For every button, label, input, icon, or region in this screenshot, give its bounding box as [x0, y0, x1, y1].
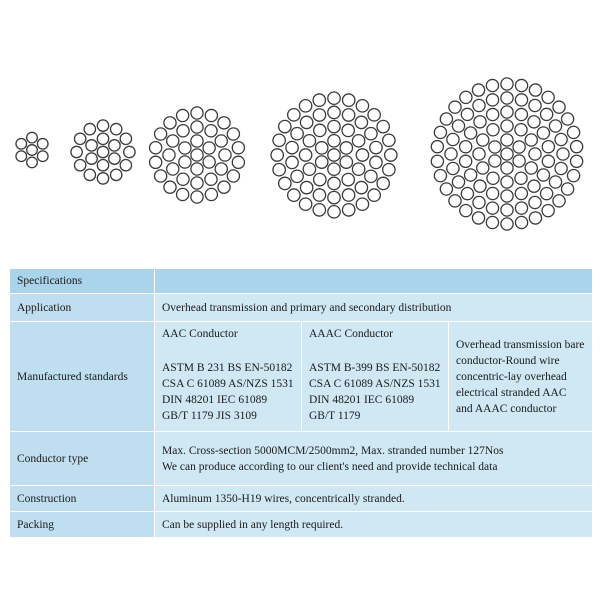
conductor-37-wire-icon — [150, 107, 245, 203]
strand-wire — [291, 128, 303, 140]
strand-wire — [434, 126, 446, 138]
strand-wire — [191, 135, 203, 147]
strand-wire — [529, 148, 541, 160]
conductor-91-wire-icon — [431, 78, 582, 230]
strand-wire — [537, 169, 549, 181]
strand-wire — [445, 148, 457, 160]
strand-wire — [529, 196, 541, 208]
strand-wire — [529, 84, 541, 96]
strand-wire — [328, 206, 340, 218]
strand-wire — [279, 120, 291, 132]
strand-wire — [487, 108, 499, 120]
aac-standard-line: CSA C 61089 AS/NZS 1531 — [162, 378, 294, 390]
strand-wire — [303, 163, 315, 175]
strand-wire — [86, 140, 97, 151]
strand-wire — [109, 153, 120, 164]
strand-wire — [232, 142, 244, 154]
strand-wire — [489, 141, 501, 153]
strand-wire — [74, 160, 85, 171]
strand-wire — [299, 198, 311, 210]
packing-label: Packing — [10, 512, 155, 538]
strand-wire — [273, 134, 285, 146]
strand-wire — [434, 170, 446, 182]
strand-wire — [356, 149, 368, 161]
strand-wire — [316, 156, 328, 168]
strand-wire — [501, 78, 513, 90]
strand-wire — [288, 109, 300, 121]
table-header-row — [10, 269, 593, 294]
specifications-header: Specifications — [10, 269, 155, 294]
strand-wire — [377, 120, 389, 132]
strand-wire — [449, 101, 461, 113]
strand-wire — [37, 151, 48, 162]
strand-wire — [84, 123, 95, 134]
strand-wire — [286, 141, 298, 153]
conductor-type-label: Conductor type — [10, 432, 155, 486]
strand-wire — [16, 139, 27, 150]
strand-wire — [452, 176, 464, 188]
standards-note-line: and AAAC conductor — [456, 402, 557, 415]
strand-wire — [571, 155, 583, 167]
strand-wire — [562, 183, 574, 195]
strand-wire — [541, 108, 553, 120]
strand-wire — [328, 135, 340, 147]
strand-wire — [313, 204, 325, 216]
strand-wire — [460, 141, 472, 153]
table-row-application — [10, 294, 593, 322]
strand-wire — [342, 189, 354, 201]
strand-wire — [486, 216, 498, 228]
strand-wire — [501, 120, 513, 132]
strand-wire — [501, 162, 513, 174]
strand-wire — [343, 94, 355, 106]
header-empty-cell — [155, 269, 593, 294]
strand-wire — [461, 108, 473, 120]
strand-wire — [472, 212, 484, 224]
strand-wire — [571, 141, 583, 153]
strand-wire — [342, 109, 354, 121]
strand-wire — [515, 124, 527, 136]
strand-wire — [501, 176, 513, 188]
strand-wire — [340, 156, 352, 168]
strand-wire — [529, 212, 541, 224]
strand-wire — [164, 181, 176, 193]
strand-wire — [486, 79, 498, 91]
strand-wire — [515, 202, 527, 214]
strand-wire — [120, 160, 131, 171]
strand-wire — [447, 162, 459, 174]
strand-wire — [352, 163, 364, 175]
strand-wire — [557, 148, 569, 160]
packing-value: Can be supplied in any length required. — [155, 512, 593, 538]
strand-wire — [179, 142, 191, 154]
strand-wire — [163, 149, 175, 161]
strand-wire — [177, 109, 189, 121]
standards-note-cell — [449, 322, 593, 432]
strand-wire — [205, 109, 217, 121]
strand-wire — [313, 189, 325, 201]
strand-wire — [477, 162, 489, 174]
strand-wire — [313, 94, 325, 106]
aac-standard-line: GB/T 1179 JIS 3109 — [162, 410, 257, 422]
strand-wire — [177, 125, 189, 137]
strand-wire — [74, 133, 85, 144]
strand-wire — [541, 188, 553, 200]
strand-wire — [27, 132, 38, 143]
strand-wire — [465, 127, 477, 139]
strand-wire — [219, 149, 231, 161]
conductor-61-wire-icon — [271, 92, 397, 218]
strand-wire — [555, 133, 567, 145]
application-label: Application — [10, 294, 155, 322]
strand-wire — [328, 191, 340, 203]
strand-wire — [37, 139, 48, 150]
strand-wire — [120, 133, 131, 144]
strand-wire — [474, 116, 486, 128]
strand-wire — [501, 106, 513, 118]
specifications-table — [9, 268, 593, 538]
strand-wire — [167, 163, 179, 175]
strand-wire — [232, 156, 244, 168]
strand-wire — [227, 128, 239, 140]
strand-wire — [529, 99, 541, 111]
table-row-packing — [10, 512, 593, 538]
strand-wire — [167, 135, 179, 147]
strand-wire — [537, 127, 549, 139]
table-row-standards — [10, 322, 593, 432]
strand-wire — [542, 91, 554, 103]
strand-wire — [215, 135, 227, 147]
strand-wire — [431, 141, 443, 153]
strand-wire — [27, 157, 38, 168]
strand-wire — [501, 190, 513, 202]
strand-wire — [365, 128, 377, 140]
strand-wire — [525, 162, 537, 174]
strand-wire — [515, 187, 527, 199]
strand-wire — [555, 162, 567, 174]
strand-wire — [487, 172, 499, 184]
conductor-cross-sections — [0, 60, 600, 250]
strand-wire — [328, 120, 340, 132]
strand-wire — [355, 181, 367, 193]
strand-wire — [460, 91, 472, 103]
strand-wire — [150, 142, 162, 154]
strand-wire — [460, 205, 472, 217]
strand-wire — [368, 189, 380, 201]
strand-wire — [205, 188, 217, 200]
strand-wire — [474, 180, 486, 192]
strand-wire — [288, 189, 300, 201]
standards-note-line: conductor-Round wire — [456, 354, 560, 367]
strand-wire — [191, 107, 203, 119]
strand-wire — [84, 169, 95, 180]
aac-standard-line: ASTM B 231 BS EN-50182 — [162, 362, 293, 374]
strand-wire — [383, 164, 395, 176]
strand-wire — [473, 99, 485, 111]
standards-note-line: electrical stranded AAC — [456, 386, 567, 399]
strand-wire — [291, 170, 303, 182]
strand-wire — [542, 141, 554, 153]
strand-wire — [218, 181, 230, 193]
strand-wire — [205, 173, 217, 185]
strand-wire — [460, 155, 472, 167]
strand-wire — [299, 149, 311, 161]
aac-standards-cell — [155, 322, 302, 432]
strand-wire — [461, 188, 473, 200]
strand-wire — [191, 177, 203, 189]
strand-wire — [377, 177, 389, 189]
aaac-standard-line: CSA C 61089 AS/NZS 1531 — [309, 378, 441, 390]
aaac-title: AAAC Conductor — [309, 328, 394, 340]
strand-wire — [191, 191, 203, 203]
strand-wire — [528, 116, 540, 128]
strand-wire — [150, 156, 162, 168]
strand-wire — [271, 149, 283, 161]
strand-wire — [215, 163, 227, 175]
strand-wire — [447, 133, 459, 145]
strand-wire — [177, 188, 189, 200]
conductor-type-value — [155, 432, 593, 486]
table-row-construction — [10, 486, 593, 512]
strand-wire — [97, 160, 108, 171]
conductor-type-line: Max. Cross-section 5000MCM/2500mm2, Max. stranded number 127Nos — [162, 444, 504, 457]
aaac-standard-line: GB/T 1179 — [309, 410, 361, 422]
strand-wire — [549, 176, 561, 188]
strand-wire — [177, 173, 189, 185]
strand-wire — [489, 155, 501, 167]
strand-wire — [16, 151, 27, 162]
strand-wire — [355, 116, 367, 128]
strand-wire — [314, 173, 326, 185]
construction-value: Aluminum 1350-H19 wires, concentrically stranded. — [155, 486, 593, 512]
strand-wire — [155, 128, 167, 140]
aaac-standards-cell — [302, 322, 449, 432]
conductor-19-wire-icon — [71, 120, 135, 184]
aac-standard-line: DIN 48201 IEC 61089 — [162, 394, 268, 406]
standards-note-line: concentric-lay overhead — [456, 370, 567, 383]
aac-title: AAC Conductor — [162, 328, 238, 340]
strand-wire — [328, 163, 340, 175]
strand-wire — [486, 94, 498, 106]
strand-wire — [279, 177, 291, 189]
strand-wire — [449, 195, 461, 207]
strand-wire — [300, 181, 312, 193]
strand-wire — [515, 216, 527, 228]
strand-wire — [299, 100, 311, 112]
strand-wire — [313, 109, 325, 121]
strand-wire — [562, 113, 574, 125]
strand-wire — [567, 126, 579, 138]
strand-wire — [227, 170, 239, 182]
strand-wire — [473, 196, 485, 208]
strand-wire — [155, 170, 167, 182]
strand-wire — [501, 204, 513, 216]
strand-wire — [487, 124, 499, 136]
strand-wire — [440, 183, 452, 195]
strand-wire — [97, 133, 108, 144]
strand-wire — [365, 170, 377, 182]
construction-label: Construction — [10, 486, 155, 512]
strand-wire — [205, 125, 217, 137]
strand-wire — [164, 117, 176, 129]
strand-wire — [71, 146, 82, 157]
strand-wire — [501, 92, 513, 104]
strand-wire — [352, 135, 364, 147]
strand-wire — [370, 141, 382, 153]
strand-wire — [191, 121, 203, 133]
strand-wire — [328, 177, 340, 189]
strand-wire — [179, 156, 191, 168]
strand-wire — [473, 148, 485, 160]
strand-wire — [286, 156, 298, 168]
strand-wire — [486, 202, 498, 214]
strand-wire — [515, 108, 527, 120]
strand-wire — [356, 198, 368, 210]
strand-wire — [370, 156, 382, 168]
strand-wire — [385, 149, 397, 161]
strand-wire — [303, 135, 315, 147]
strand-wire — [515, 172, 527, 184]
strand-wire — [472, 84, 484, 96]
strand-wire — [97, 120, 108, 131]
strand-wire — [553, 195, 565, 207]
strand-wire — [431, 155, 443, 167]
strand-wire — [525, 134, 537, 146]
aaac-standard-line: DIN 48201 IEC 61089 — [309, 394, 415, 406]
strand-wire — [515, 94, 527, 106]
strand-wire — [501, 218, 513, 230]
strand-wire — [501, 134, 513, 146]
strand-wire — [203, 142, 215, 154]
strand-wire — [328, 106, 340, 118]
strand-wire — [342, 124, 354, 136]
strand-wire — [218, 117, 230, 129]
strand-wire — [328, 149, 340, 161]
conductor-type-line: We can produce according to our client's need and provide technical data — [162, 460, 498, 473]
conductor-7-wire-icon — [16, 132, 48, 167]
strand-wire — [553, 101, 565, 113]
strand-wire — [328, 92, 340, 104]
strand-wire — [191, 163, 203, 175]
strand-wire — [300, 116, 312, 128]
strand-wire — [549, 120, 561, 132]
standards-note-line: Overhead transmission bare — [456, 338, 585, 351]
strand-wire — [515, 79, 527, 91]
strand-wire — [465, 169, 477, 181]
strand-wire — [501, 148, 513, 160]
table-row-conductor-type — [10, 432, 593, 486]
application-value: Overhead transmission and primary and secondary distribution — [155, 294, 593, 322]
strand-wire — [513, 141, 525, 153]
strand-wire — [111, 123, 122, 134]
strand-wire — [487, 187, 499, 199]
strand-wire — [191, 149, 203, 161]
strand-wire — [440, 113, 452, 125]
strand-wire — [343, 204, 355, 216]
strand-wire — [97, 146, 108, 157]
strand-wire — [124, 146, 135, 157]
strand-wire — [203, 156, 215, 168]
strand-wire — [452, 120, 464, 132]
strand-wire — [342, 173, 354, 185]
aaac-standard-line: ASTM B-399 BS EN-50182 — [309, 362, 441, 374]
strand-wire — [542, 155, 554, 167]
strand-wire — [109, 140, 120, 151]
strand-wire — [27, 145, 38, 156]
strand-wire — [273, 164, 285, 176]
strand-wire — [111, 169, 122, 180]
standards-label: Manufactured standards — [10, 322, 155, 432]
strand-wire — [97, 173, 108, 184]
strand-wire — [340, 142, 352, 154]
strand-wire — [528, 180, 540, 192]
strand-wire — [356, 100, 368, 112]
strand-wire — [567, 170, 579, 182]
strand-wire — [542, 205, 554, 217]
strand-wire — [86, 153, 97, 164]
strand-wire — [316, 142, 328, 154]
strand-wire — [383, 134, 395, 146]
strand-wire — [368, 109, 380, 121]
strand-wire — [513, 155, 525, 167]
strand-wire — [477, 134, 489, 146]
strand-wire — [314, 124, 326, 136]
